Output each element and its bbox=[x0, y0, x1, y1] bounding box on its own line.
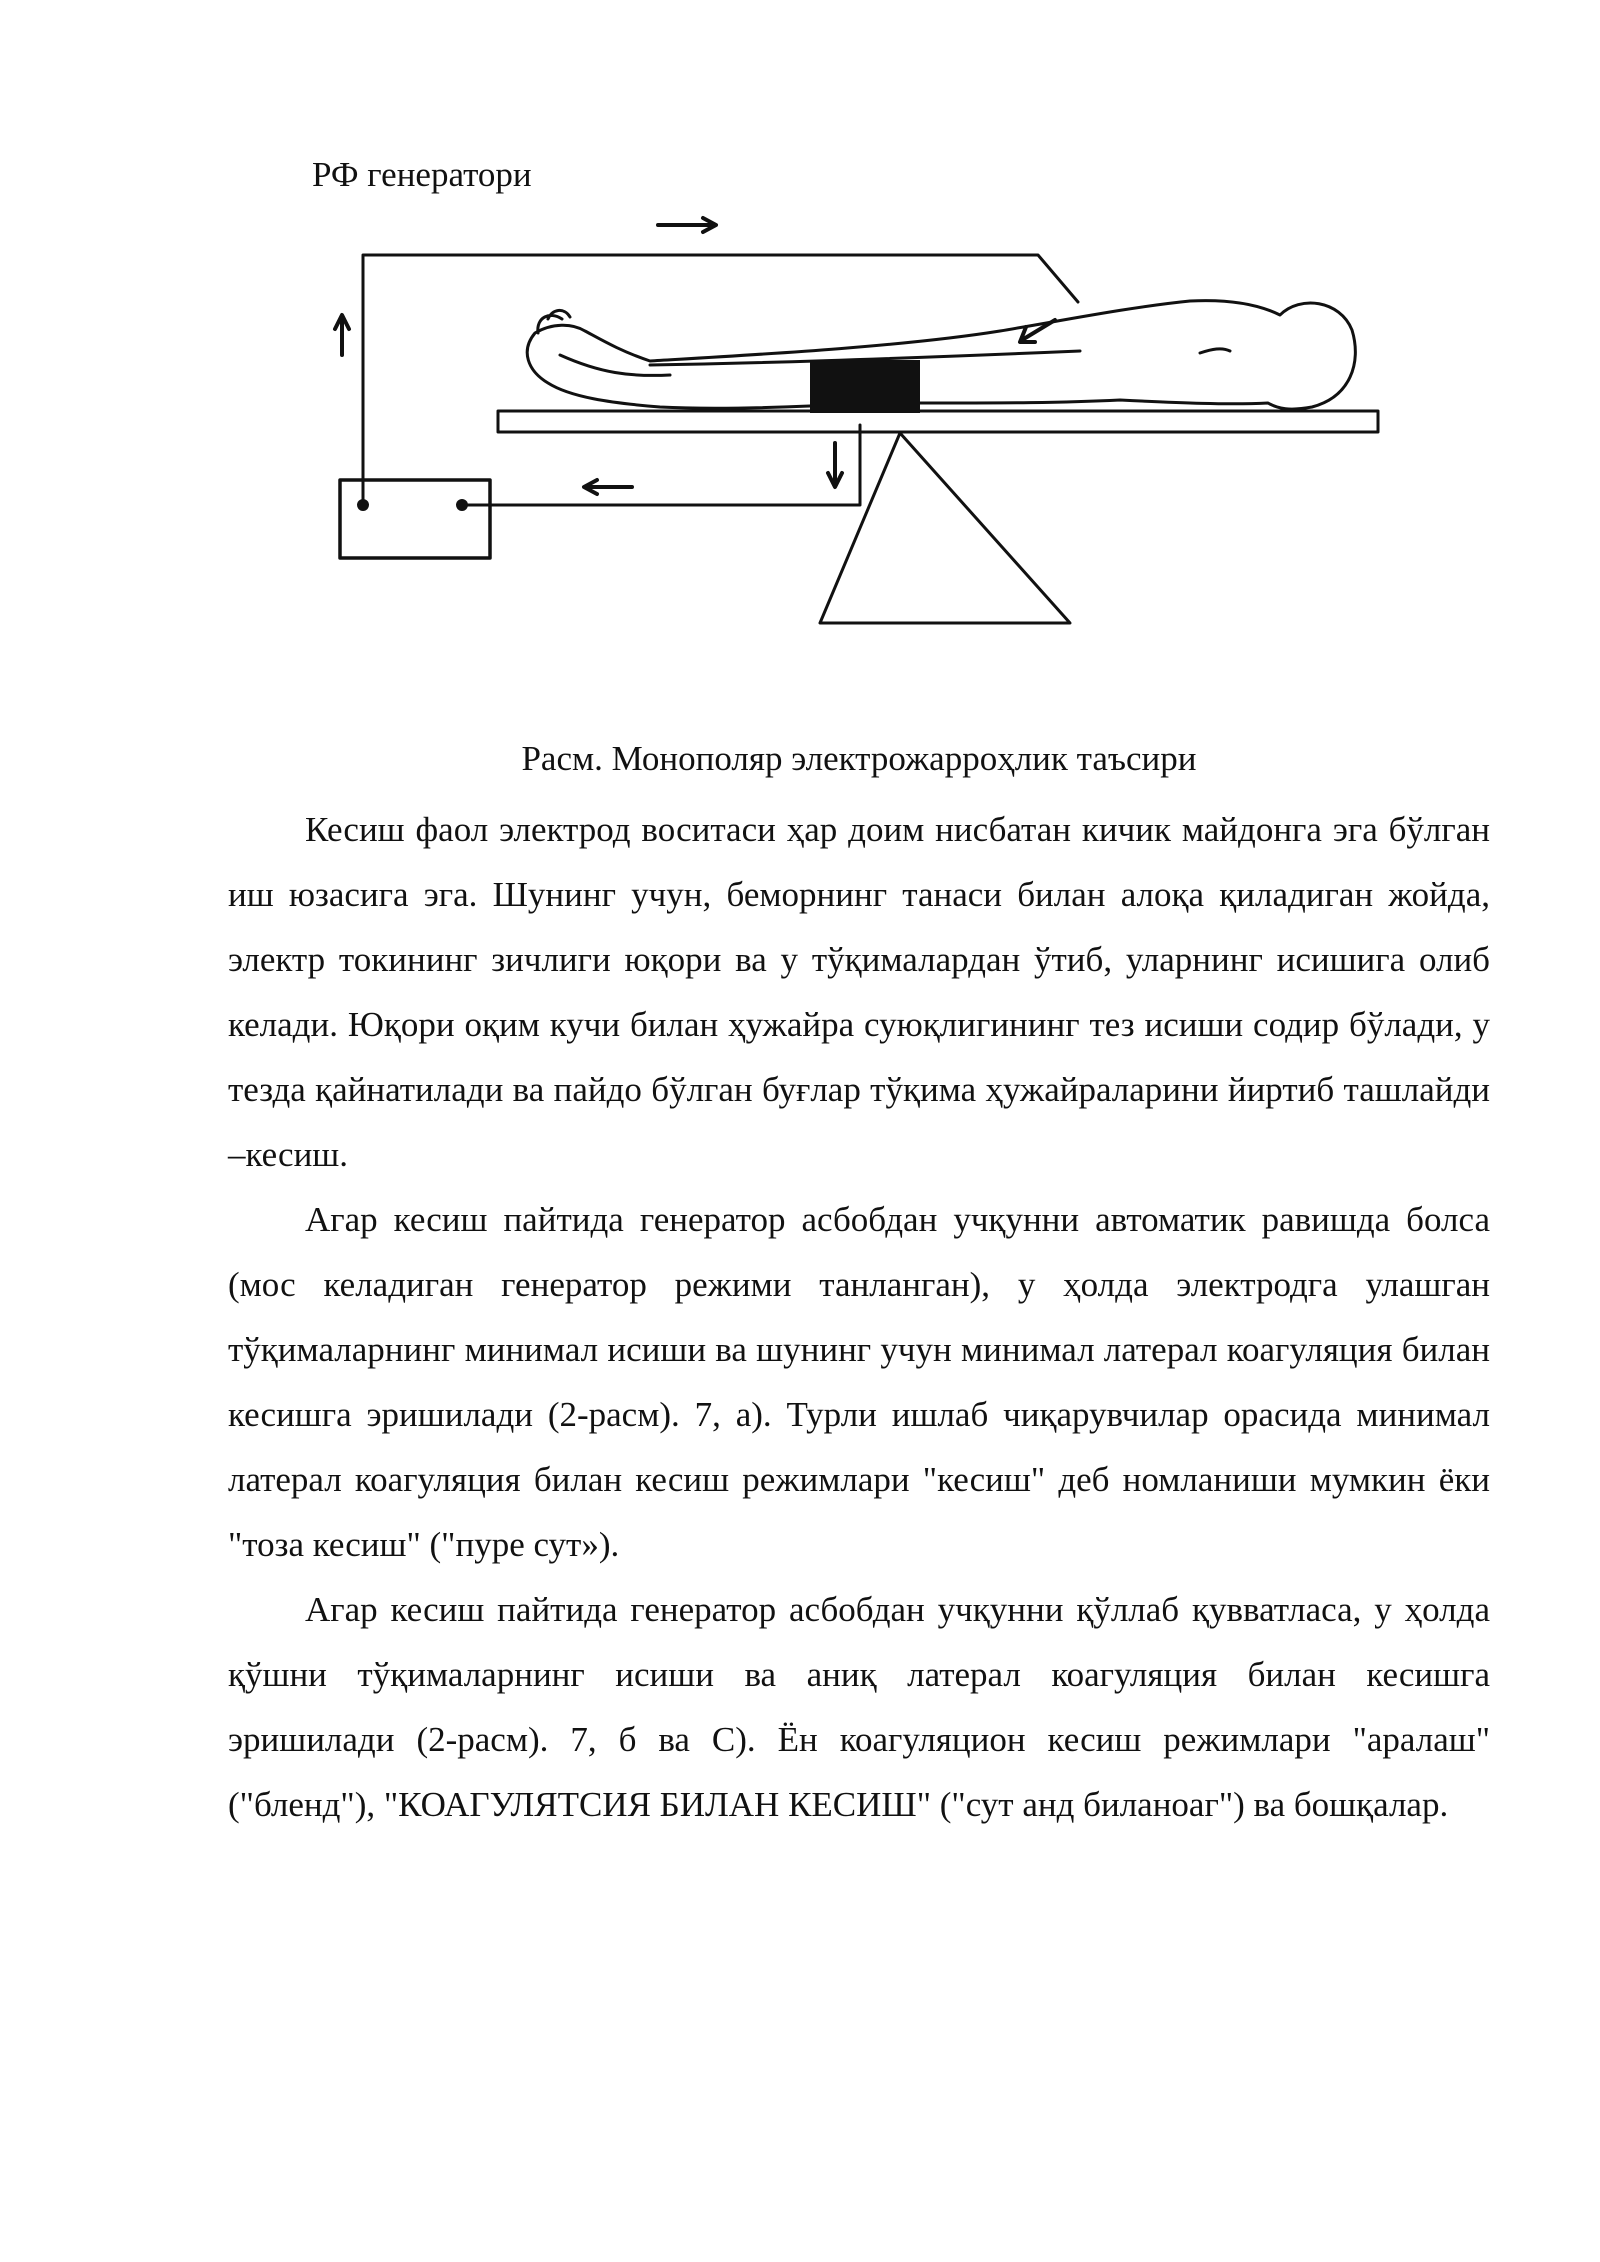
figure-label-rf-generator: РФ генератори bbox=[312, 155, 532, 194]
body-text bbox=[228, 797, 1490, 1837]
active-electrode-wire bbox=[363, 255, 1078, 505]
patient-shoulder bbox=[1200, 349, 1230, 353]
arrow-left bbox=[584, 480, 632, 494]
arrow-down bbox=[828, 443, 842, 487]
generator-terminal-return bbox=[456, 499, 468, 511]
paragraph-2: Агар кесиш пайтида генератор асбобдан учқунни автоматик равишда болса (мос келадиган генератор режими танланган), у ҳолда электродга улашган тўқималарнинг минимал исиши ва шунинг учун минимал латерал коагуляция билан кесишга эришилади (2-расм). 7, а). Турли ишлаб чиқарувчилар орасида минимал латерал коагуляция билан кесиш режимлари "кесиш" деб номланиши мумкин ёки "тоза кесиш" ("пуре сут»). bbox=[228, 1200, 1490, 1564]
arrow-top-right bbox=[658, 218, 716, 232]
table-stand bbox=[820, 433, 1070, 623]
monopolar-electrosurgery-diagram bbox=[300, 205, 1400, 650]
return-electrode-wire bbox=[462, 425, 860, 505]
patient-body-outline bbox=[527, 301, 1355, 409]
arrow-up bbox=[335, 315, 349, 355]
return-electrode-pad bbox=[810, 360, 920, 413]
figure-caption: Расм. Монополяр электрожарроҳлик таъсири bbox=[521, 739, 1197, 778]
generator-terminal-active bbox=[357, 499, 369, 511]
operating-table bbox=[498, 411, 1378, 432]
paragraph-3: Агар кесиш пайтида генератор асбобдан учқунни қўллаб қувватласа, у ҳолда қўшни тўқималарнинг исиши ва аниқ латерал коагуляция билан кесишга эришилади (2-расм). 7, б ва С). Ён коагуляцион кесиш режимлари "аралаш" ("бленд"), "КОАГУЛЯТСИЯ БИЛАН КЕСИШ" ("сут анд биланоаг") ва бошқалар. bbox=[228, 1590, 1490, 1824]
paragraph-1: Кесиш фаол электрод воситаси ҳар доим нисбатан кичик майдонга эга бўлган иш юзасига эга. Шунинг учун, беморнинг танаси билан алоқа қиладиган жойда, электр токининг зичлиги юқори ва у тўқималардан ўтиб, уларнинг исишига олиб келади. Юқори оқим кучи билан ҳужайра суюқлигининг тез исиши содир бўлади, у тезда қайнатилади ва пайдо бўлган буғлар тўқима ҳужайраларини йиртиб ташлайди –кесиш. bbox=[228, 810, 1490, 1174]
